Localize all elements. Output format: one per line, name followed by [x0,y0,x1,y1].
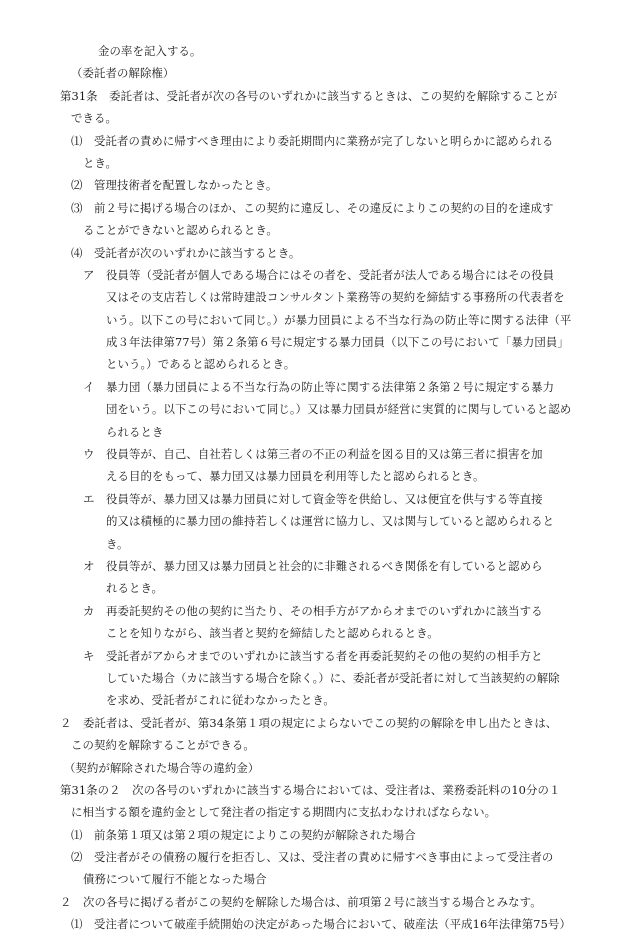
document-line: に相当する額を違約金として発注者の指定する期間内に支払わなければならない。 [71,805,497,820]
document-line: 債務について履行不能となった場合 [83,872,267,887]
document-line: える目的をもって、暴力団又は暴力団員を利用等したと認められるとき。 [106,469,485,484]
document-line: カ 再委託契約その他の契約に当たり、その相手方がアからオまでのいずれかに該当する [83,603,543,618]
document-line: エ 役員等が、暴力団又は暴力団員に対して資金等を供給し、又は便宜を供与する等直接 [83,491,543,506]
document-line: 第31条 委託者は、受託者が次の各号のいずれかに該当するときは、この契約を解除することが [60,88,558,103]
document-page [60,40,600,936]
document-line: イ 暴力団（暴力団員による不当な行為の防止等に関する法律第２条第２号に規定する暴力 [83,379,555,394]
document-line: キ 受託者がアからオまでのいずれかに該当する者を再委託契約その他の契約の相手方と [83,648,543,663]
document-line: 団をいう。以下この号において同じ。）又は暴力団員が経営に実質的に関与していると認め [106,402,572,417]
document-line: ２ 次の各号に掲げる者がこの契約を解除した場合は、前項第２号に該当する場合とみなす。 [60,894,542,909]
document-line: ることができないと認められるとき。 [83,223,278,238]
document-line: ウ 役員等が、自己、自社若しくは第三者の不正の利益を図る目的又は第三者に損害を加 [83,447,543,462]
document-line: できる。 [71,111,117,126]
document-line: ２ 委託者は、受託者が、第34条第１項の規定によらないでこの契約の解除を申し出たときは、 [60,715,558,730]
document-line: （委託者の解除権） [71,66,175,81]
document-line: オ 役員等が、暴力団又は暴力団員と社会的に非難されるべき関係を有していると認めら [83,558,543,573]
document-line: を求め、受託者がこれに従わなかったとき。 [106,693,335,708]
document-line: ことを知りながら、該当者と契約を締結したと認められるとき。 [106,626,439,641]
document-line: ア 役員等（受託者が個人である場合にはその者を、受託者が法人である場合にはその役員 [83,267,555,282]
document-line: ⑴ 受託者の責めに帰すべき理由により委託期間内に業務が完了しないと明らかに認められる [71,133,554,148]
document-line: （契約が解除された場合等の違約金） [64,760,260,775]
document-line: き。 [106,536,129,551]
document-line: られるとき [106,424,164,439]
document-line: 成３年法律第77号）第２条第６号に規定する暴力団員（以下この号において「暴力団員」 [106,335,569,350]
document-line: いう。以下この号において同じ。）が暴力団員による不当な行為の防止等に関する法律（平 [106,312,572,327]
document-line: ⑷ 受託者が次のいずれかに該当するとき。 [71,245,301,260]
document-line: この契約を解除することができる。 [71,738,255,753]
document-line: という。）であると認められるとき。 [106,357,296,372]
document-line: ⑵ 管理技術者を配置しなかったとき。 [71,178,278,193]
document-line: とき。 [83,155,118,170]
document-line: 又はその支店若しくは常時建設コンサルタント業務等の契約を締結する事務所の代表者を [106,290,565,305]
document-line: 第31条の２ 次の各号のいずれかに該当する場合においては、受注者は、業務委託料の10分の１ [60,782,561,797]
document-line: ⑴ 前条第１項又は第２項の規定によりこの契約が解除された場合 [71,827,416,842]
document-line: れるとき。 [106,581,163,596]
document-line: 金の率を記入する。 [98,44,202,58]
document-line: ⑴ 受注者について破産手続開始の決定があった場合において、破産法（平成16年法律第75号） [71,917,571,932]
document-line: 的又は積極的に暴力団の維持若しくは運営に協力し、又は関与していると認められると [106,514,555,529]
document-line: ⑶ 前２号に掲げる場合のほか、この契約に違反し、その違反によりこの契約の目的を達成す [71,200,554,215]
document-line: ⑵ 受注者がその債務の履行を拒否し、又は、受注者の責めに帰すべき事由によって受注者の [71,850,554,865]
document-line: していた場合（カに該当する場合を除く。）に、委託者が受託者に対して当該契約の解除 [106,670,560,685]
